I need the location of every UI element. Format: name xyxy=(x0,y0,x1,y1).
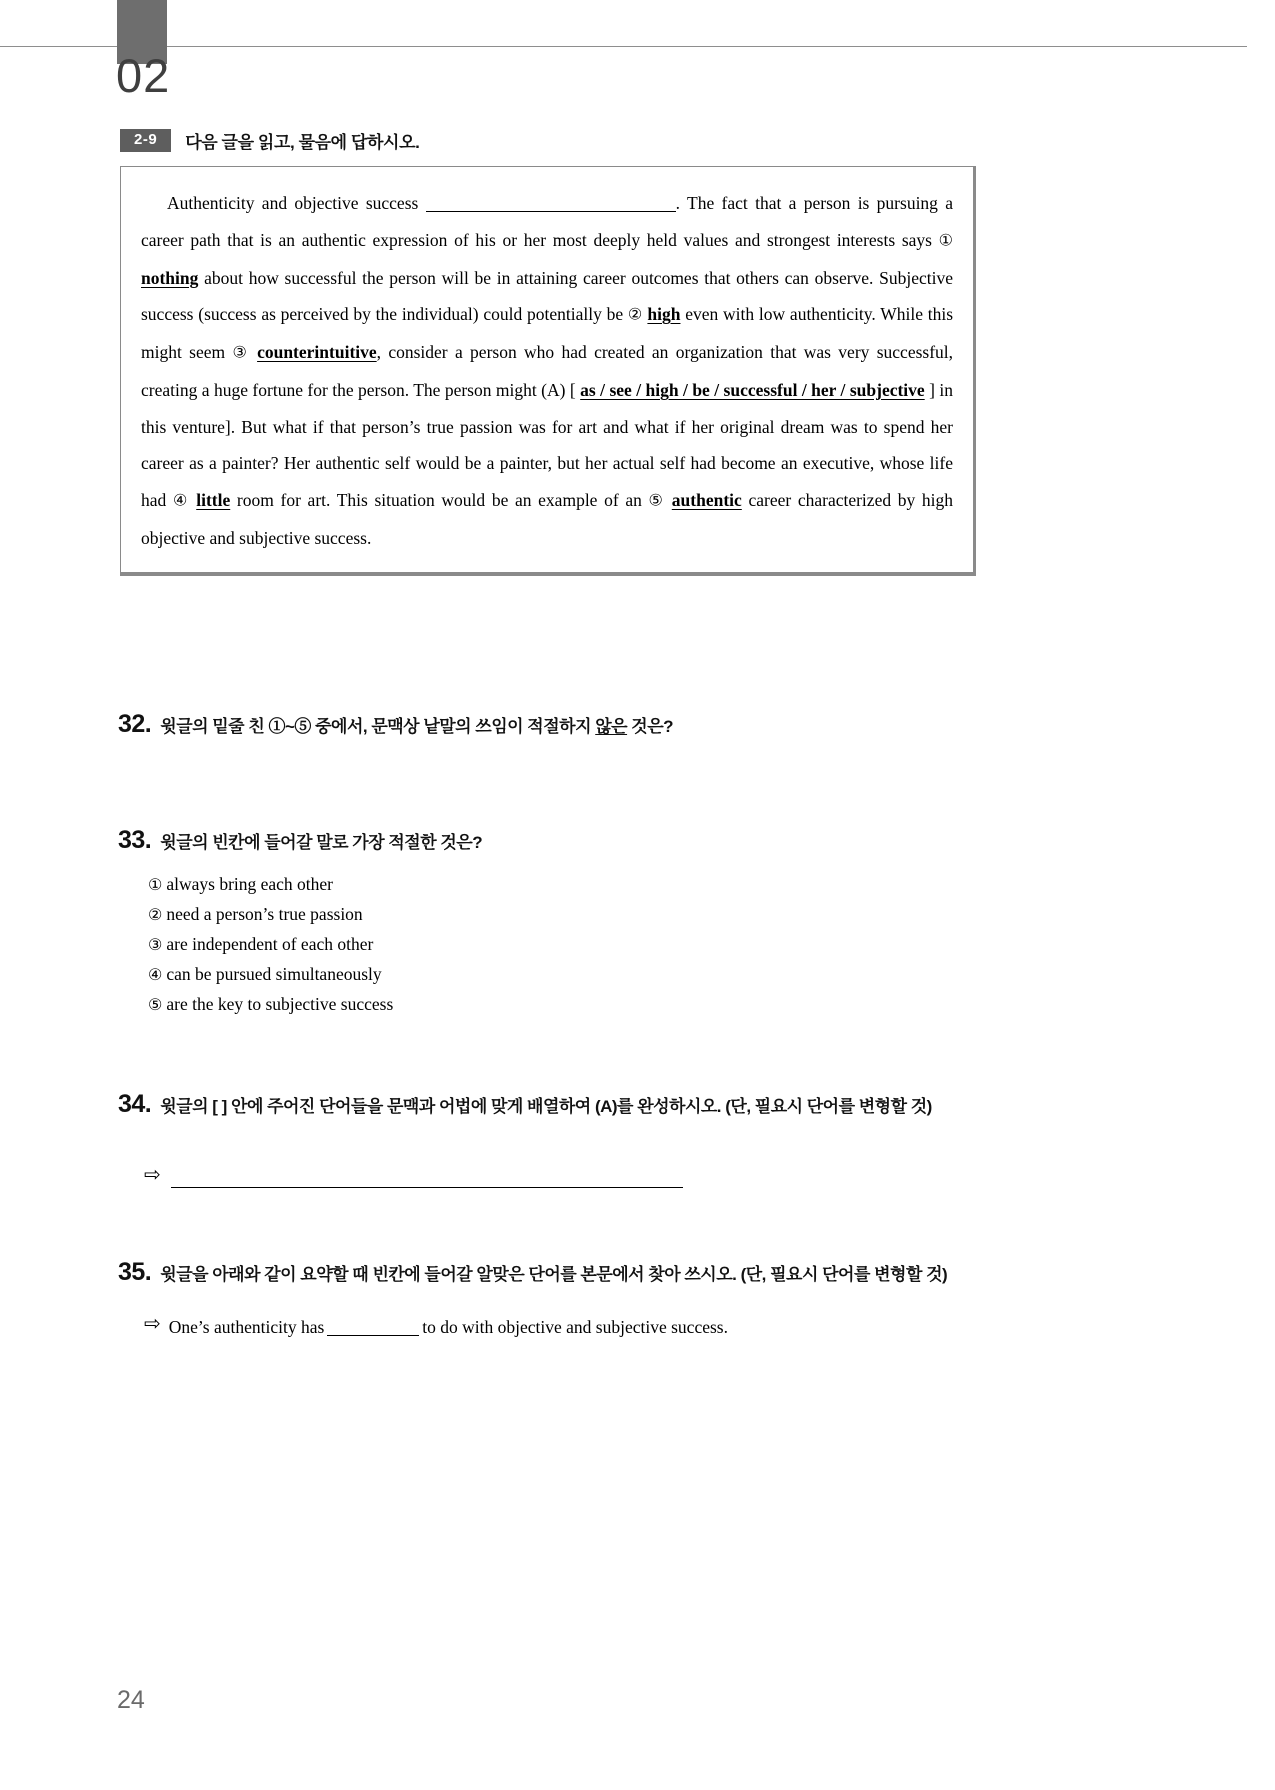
passage-box xyxy=(120,166,976,576)
question-34-head xyxy=(118,1090,998,1120)
question-32-prompt xyxy=(160,715,673,740)
chapter-number: 02 xyxy=(116,49,171,102)
option-label: need a person’s true passion xyxy=(166,903,363,924)
option-label: always bring each other xyxy=(166,873,334,894)
passage-mark-5: ⑤ xyxy=(648,492,666,509)
passage-segment-7: room for art. This situation would be an example of an xyxy=(236,489,642,510)
set-instruction: 다음 글을 읽고, 물음에 답하시오. xyxy=(185,133,420,152)
option-mark: ③ xyxy=(148,936,163,954)
question-34 xyxy=(118,1090,998,1188)
question-35-answer-field[interactable] xyxy=(327,1335,419,1336)
passage-segment-4: even with low authenticity. While this might seem xyxy=(141,304,954,362)
question-33-options xyxy=(148,870,998,1020)
arrow-right-icon: ⇨ xyxy=(144,1312,161,1335)
passage-choice-word-3: counterintuitive xyxy=(257,342,377,362)
question-34-answer-field[interactable] xyxy=(171,1186,683,1188)
question-32-prompt-after: 것은? xyxy=(627,717,674,736)
passage-choice-word-1: nothing xyxy=(141,267,199,288)
option-item[interactable] xyxy=(148,990,998,1020)
passage-segment-6: ] in this venture]. But what if that person’s true passion was for art and what if her original dream was to spend her career as a painter? Her authentic self would be a painter, but her actual self had become an executive, whose life had xyxy=(141,380,953,510)
question-32-head xyxy=(118,710,998,740)
option-label: are independent of each other xyxy=(166,933,374,954)
passage-mark-1: ① xyxy=(938,232,953,249)
summary-text-before: One’s authenticity has xyxy=(168,1316,325,1337)
question-35-summary-row xyxy=(144,1314,998,1340)
option-item[interactable] xyxy=(148,870,998,900)
question-33-prompt: 윗글의 빈칸에 들어갈 말로 가장 적절한 것은? xyxy=(160,833,483,852)
option-mark: ② xyxy=(148,906,163,924)
summary-text-after: to do with objective and subjective success. xyxy=(422,1316,728,1337)
page-number: 24 xyxy=(117,1686,145,1714)
question-35 xyxy=(118,1258,998,1340)
passage-bracket-words: as / see / high / be / successful / her / subjective xyxy=(580,380,925,400)
question-34-number: 34. xyxy=(118,1090,152,1118)
option-label: can be pursued simultaneously xyxy=(166,963,382,984)
question-32-prompt-negative: 않은 xyxy=(595,717,628,736)
passage-blank xyxy=(426,211,676,212)
header-divider xyxy=(0,46,1247,47)
passage-segment-3: about how successful the person will be in attaining career outcomes that others can observe. Subjective success (success as perceived by the individual) could potentially be xyxy=(141,267,954,324)
question-35-head xyxy=(118,1258,998,1288)
passage-choice-word-4: little xyxy=(196,489,231,510)
question-33 xyxy=(118,826,998,1020)
question-32-number: 32. xyxy=(118,710,152,738)
passage-choice-word-2: high xyxy=(647,304,681,324)
arrow-right-icon: ⇨ xyxy=(144,1163,161,1186)
option-mark: ④ xyxy=(148,966,163,984)
option-item[interactable] xyxy=(148,930,998,960)
passage-segment-8: career characterized by high objective and subjective success. xyxy=(141,489,954,548)
question-35-number: 35. xyxy=(118,1258,152,1286)
passage-choice-word-5: authentic xyxy=(671,489,742,510)
passage-mark-3: ③ xyxy=(232,344,250,362)
passage-segment-2: . The fact that a person is pursuing a career path that is an authentic expression of his or her most deeply held values and strongest interests says xyxy=(141,193,954,250)
option-mark: ⑤ xyxy=(148,996,163,1014)
passage-mark-4: ④ xyxy=(172,492,190,509)
question-34-answer-row xyxy=(144,1163,998,1188)
question-35-summary-sentence xyxy=(169,1314,728,1340)
option-label: are the key to subjective success xyxy=(166,993,394,1014)
option-item[interactable] xyxy=(148,900,998,930)
question-32 xyxy=(118,710,998,740)
question-35-prompt: 윗글을 아래와 같이 요약할 때 빈칸에 들어갈 알맞은 단어를 본문에서 찾아 쓰시오. (단, 필요시 단어를 변형할 것) xyxy=(160,1265,948,1284)
option-item[interactable] xyxy=(148,960,998,990)
passage-mark-2: ② xyxy=(627,306,643,324)
passage-segment-5: , consider a person who had created an organization that was very successful, creating a huge fortune for the person. The person might (A) [ xyxy=(141,342,954,400)
question-34-prompt: 윗글의 [ ] 안에 주어진 단어들을 문맥과 어법에 맞게 배열하여 (A)를 완성하시오. (단, 필요시 단어를 변형할 것) xyxy=(160,1097,932,1116)
passage-text xyxy=(141,185,953,556)
question-32-prompt-before: 윗글의 밑줄 친 ①~⑤ 중에서, 문맥상 낱말의 쓰임이 적절하지 xyxy=(160,717,596,736)
question-33-head xyxy=(118,826,998,856)
set-badge: 2-9 xyxy=(120,129,171,153)
passage-segment-1: Authenticity and objective success xyxy=(167,193,419,213)
question-33-number: 33. xyxy=(118,826,152,854)
set-header-row xyxy=(120,128,419,153)
option-mark: ① xyxy=(148,876,163,894)
